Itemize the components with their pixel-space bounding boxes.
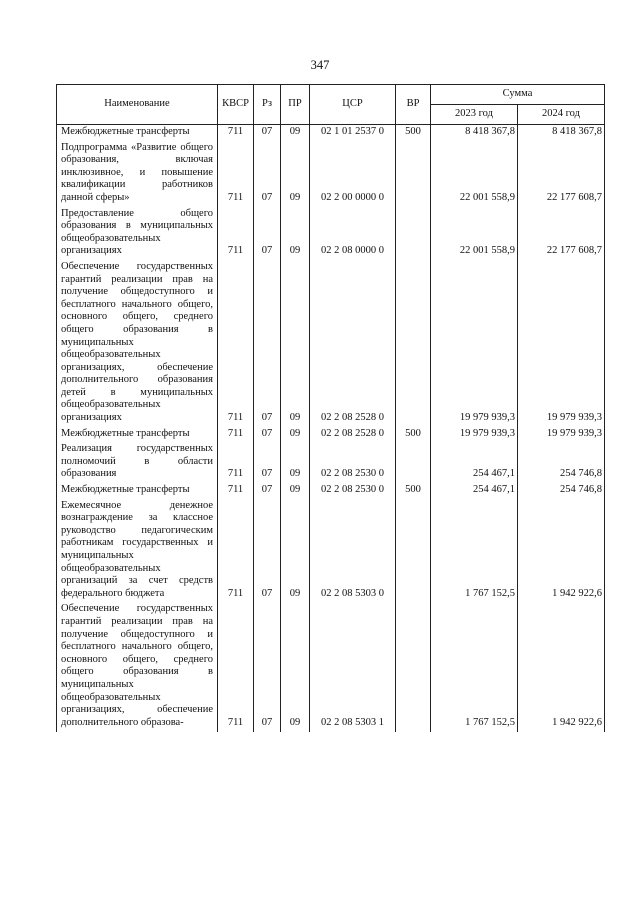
table-row xyxy=(57,142,605,208)
row-csr: 02 2 08 2530 0 xyxy=(310,443,396,484)
header-kvsr: КВСР xyxy=(218,85,254,125)
row-sum-2024: 19 979 939,3 xyxy=(518,428,605,444)
row-csr: 02 2 08 2530 0 xyxy=(310,484,396,500)
header-rz: Рз xyxy=(254,85,281,125)
table-row xyxy=(57,261,605,428)
row-sum-2024: 22 177 608,7 xyxy=(518,142,605,208)
row-rz: 07 xyxy=(254,484,281,500)
row-vr xyxy=(396,500,431,604)
row-rz: 07 xyxy=(254,208,281,261)
row-sum-2024: 1 942 922,6 xyxy=(518,603,605,732)
header-pr: ПР xyxy=(281,85,310,125)
row-pr: 09 xyxy=(281,142,310,208)
row-sum-2023: 19 979 939,3 xyxy=(431,428,518,444)
header-year-2023: 2023 год xyxy=(431,105,518,125)
table-row xyxy=(57,443,605,484)
row-csr: 02 2 08 5303 0 xyxy=(310,500,396,604)
row-sum-2023: 1 767 152,5 xyxy=(431,603,518,732)
row-rz: 07 xyxy=(254,428,281,444)
row-rz: 07 xyxy=(254,125,281,142)
row-sum-2024: 19 979 939,3 xyxy=(518,261,605,428)
row-sum-2023: 22 001 558,9 xyxy=(431,142,518,208)
row-csr: 02 1 01 2537 0 xyxy=(310,125,396,142)
row-sum-2024: 22 177 608,7 xyxy=(518,208,605,261)
row-rz: 07 xyxy=(254,603,281,732)
row-name: Предоставление общего образования в муниципальных общеобразовательных организациях xyxy=(57,208,218,261)
table-row xyxy=(57,208,605,261)
row-vr xyxy=(396,443,431,484)
row-sum-2023: 1 767 152,5 xyxy=(431,500,518,604)
header-year-2024: 2024 год xyxy=(518,105,605,125)
row-csr: 02 2 08 2528 0 xyxy=(310,428,396,444)
row-rz: 07 xyxy=(254,500,281,604)
row-sum-2024: 8 418 367,8 xyxy=(518,125,605,142)
row-sum-2023: 254 467,1 xyxy=(431,443,518,484)
row-sum-2024: 1 942 922,6 xyxy=(518,500,605,604)
row-rz: 07 xyxy=(254,443,281,484)
row-rz: 07 xyxy=(254,142,281,208)
row-kvsr: 711 xyxy=(218,603,254,732)
table-row xyxy=(57,603,605,732)
row-csr: 02 2 08 2528 0 xyxy=(310,261,396,428)
row-vr: 500 xyxy=(396,484,431,500)
row-kvsr: 711 xyxy=(218,428,254,444)
table-row xyxy=(57,428,605,444)
row-csr: 02 2 08 0000 0 xyxy=(310,208,396,261)
row-pr: 09 xyxy=(281,443,310,484)
row-pr: 09 xyxy=(281,261,310,428)
row-sum-2023: 8 418 367,8 xyxy=(431,125,518,142)
row-sum-2023: 19 979 939,3 xyxy=(431,261,518,428)
row-kvsr: 711 xyxy=(218,484,254,500)
row-kvsr: 711 xyxy=(218,125,254,142)
row-sum-2023: 22 001 558,9 xyxy=(431,208,518,261)
table-body xyxy=(57,125,605,733)
row-name: Ежемесячное денежное вознаграждение за классное руководство педагогическим работникам государственных и муниципальных общеобразовательных организаций за счет средств федерального бюджета xyxy=(57,500,218,604)
row-rz: 07 xyxy=(254,261,281,428)
row-name: Обеспечение государственных гарантий реализации прав на получение общедоступного и бесплатного начального общего, основного общего, среднего общего образования в муниципальных общеобразовательных организациях, обеспечение дополнительного образова- xyxy=(57,603,218,732)
page-number: 347 xyxy=(310,58,330,72)
header-vr: ВР xyxy=(396,85,431,125)
table-row xyxy=(57,500,605,604)
budget-table xyxy=(56,84,605,732)
row-pr: 09 xyxy=(281,125,310,142)
row-name: Реализация государственных полномочий в области образования xyxy=(57,443,218,484)
row-name: Межбюджетные трансферты xyxy=(57,125,218,142)
row-kvsr: 711 xyxy=(218,261,254,428)
row-vr xyxy=(396,603,431,732)
row-vr: 500 xyxy=(396,125,431,142)
row-name: Подпрограмма «Развитие общего образования, включая инклюзивное, и повышение квалификации работников данной сферы» xyxy=(57,142,218,208)
header-name: Наименование xyxy=(57,85,218,125)
header-sum: Сумма xyxy=(431,85,605,105)
row-name: Обеспечение государственных гарантий реализации прав на получение общедоступного и бесплатного начального общего, основного общего, среднего общего образования в муниципальных общеобразовательных организациях, обеспечение дополнительного образования детей в муниципальных общеобразовательных организациях xyxy=(57,261,218,428)
row-pr: 09 xyxy=(281,500,310,604)
row-sum-2024: 254 746,8 xyxy=(518,484,605,500)
row-csr: 02 2 08 5303 1 xyxy=(310,603,396,732)
row-vr: 500 xyxy=(396,428,431,444)
row-kvsr: 711 xyxy=(218,142,254,208)
row-kvsr: 711 xyxy=(218,208,254,261)
table-row xyxy=(57,125,605,142)
row-sum-2023: 254 467,1 xyxy=(431,484,518,500)
row-csr: 02 2 00 0000 0 xyxy=(310,142,396,208)
row-pr: 09 xyxy=(281,428,310,444)
row-pr: 09 xyxy=(281,603,310,732)
row-name: Межбюджетные трансферты xyxy=(57,484,218,500)
row-pr: 09 xyxy=(281,208,310,261)
table-row xyxy=(57,484,605,500)
row-name: Межбюджетные трансферты xyxy=(57,428,218,444)
row-kvsr: 711 xyxy=(218,500,254,604)
row-kvsr: 711 xyxy=(218,443,254,484)
row-pr: 09 xyxy=(281,484,310,500)
row-sum-2024: 254 746,8 xyxy=(518,443,605,484)
row-vr xyxy=(396,208,431,261)
row-vr xyxy=(396,261,431,428)
row-vr xyxy=(396,142,431,208)
header-csr: ЦСР xyxy=(310,85,396,125)
